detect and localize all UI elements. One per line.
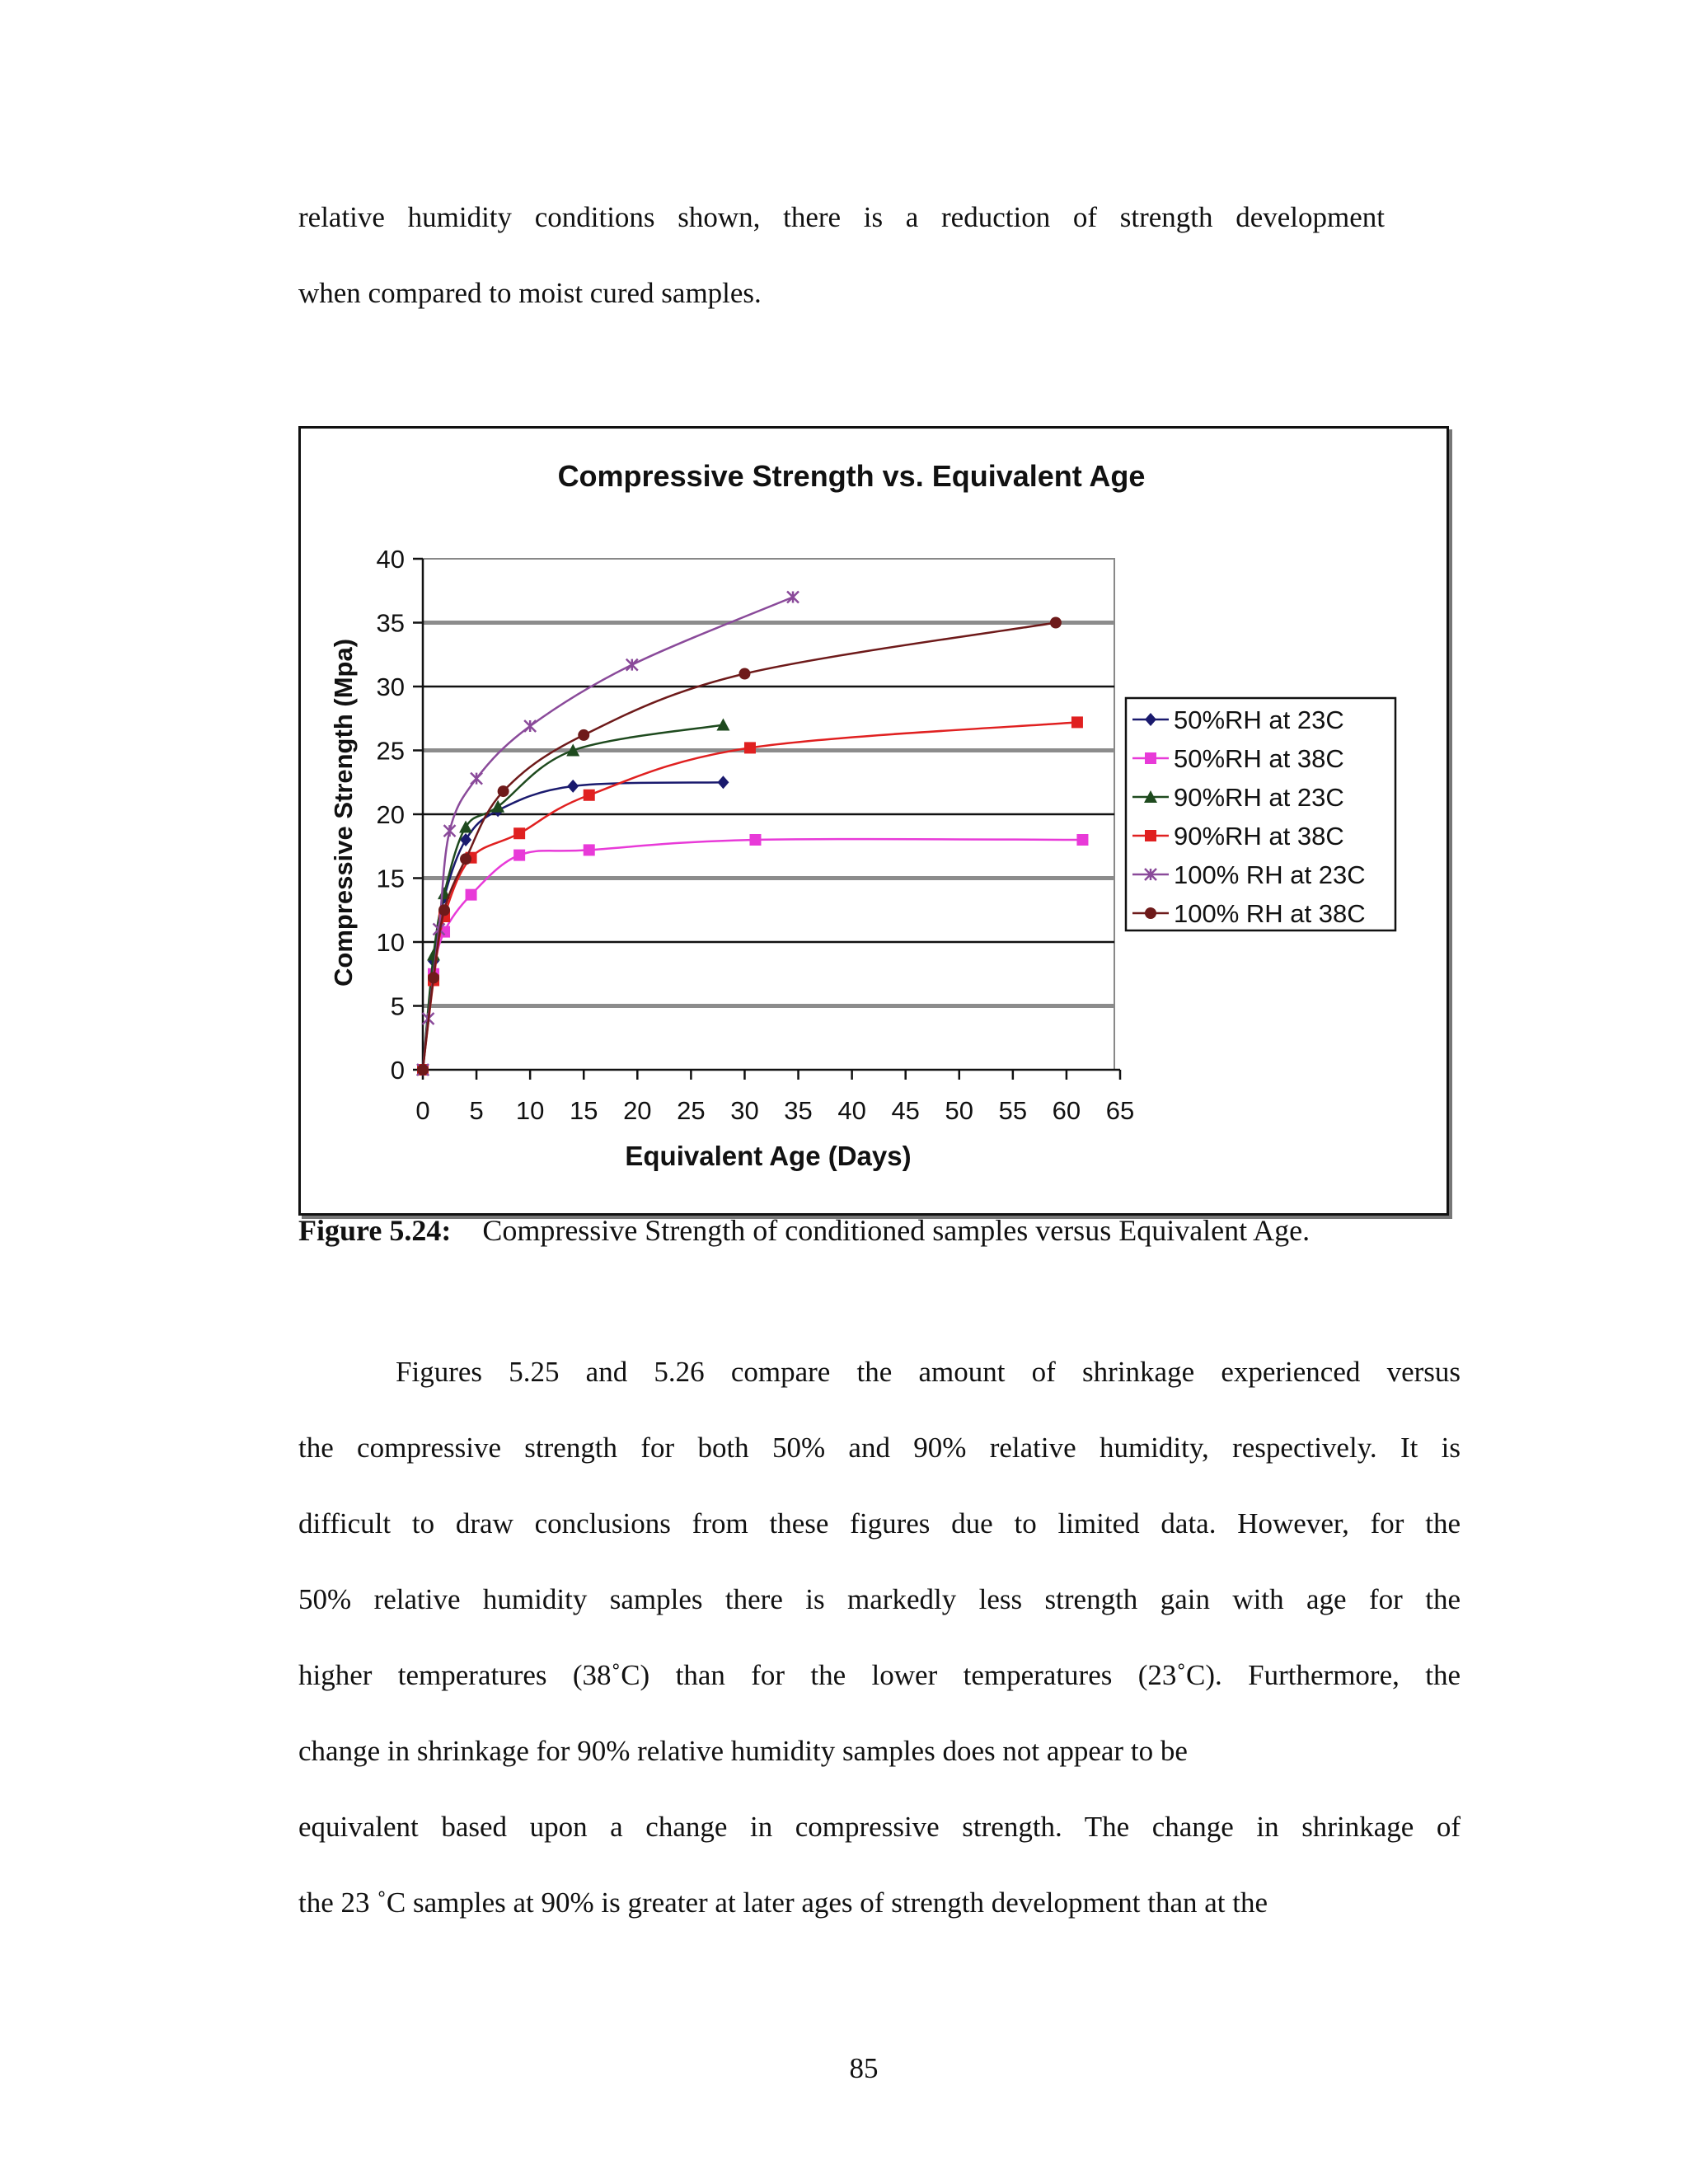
x-tick-label: 15 bbox=[569, 1096, 598, 1125]
text-line: Figures 5.25 and 5.26 compare the amount of shrinkage experienced versus bbox=[396, 1356, 1461, 1388]
x-tick-label: 60 bbox=[1052, 1096, 1081, 1125]
data-point bbox=[438, 904, 450, 916]
text-line: change in shrinkage for 90% relative humidity samples does not appear to be bbox=[298, 1735, 1188, 1767]
legend-label: 100% RH at 38C bbox=[1174, 899, 1366, 928]
x-tick-label: 35 bbox=[784, 1096, 813, 1125]
y-tick-label: 10 bbox=[376, 928, 405, 957]
top-paragraph bbox=[298, 180, 1461, 331]
legend bbox=[1126, 698, 1395, 930]
text-line: higher temperatures (38˚C) than for the lower temperatures (23˚C). Furthermore, the bbox=[298, 1659, 1461, 1691]
x-tick-label: 50 bbox=[945, 1096, 974, 1125]
figure-caption-label: Figure 5.24: bbox=[298, 1214, 452, 1247]
text-line: equivalent based upon a change in compressive strength. The change in shrinkage of bbox=[298, 1811, 1461, 1843]
legend-label: 100% RH at 23C bbox=[1174, 860, 1366, 889]
x-tick-label: 30 bbox=[730, 1096, 759, 1125]
data-point bbox=[428, 972, 439, 983]
legend-label: 90%RH at 23C bbox=[1174, 783, 1344, 812]
text-line: difficult to draw conclusions from these figures due to limited data. However, for the bbox=[298, 1507, 1461, 1540]
data-point bbox=[460, 853, 471, 865]
figure-caption-text: Compressive Strength of conditioned samples versus Equivalent Age. bbox=[482, 1214, 1311, 1247]
data-point bbox=[1050, 617, 1062, 629]
data-point bbox=[738, 668, 750, 680]
y-tick-label: 30 bbox=[376, 673, 405, 701]
x-tick-label: 55 bbox=[998, 1096, 1028, 1125]
y-tick-label: 15 bbox=[376, 864, 405, 893]
text-line: when compared to moist cured samples. bbox=[298, 277, 762, 309]
data-point bbox=[417, 1064, 429, 1076]
x-tick-label: 0 bbox=[415, 1096, 430, 1125]
body-paragraph bbox=[298, 1334, 1461, 1941]
x-tick-label: 20 bbox=[623, 1096, 652, 1125]
figure-caption bbox=[298, 1213, 1310, 1248]
text-line: the 23 ˚C samples at 90% is greater at later ages of strength development than at the bbox=[298, 1886, 1268, 1919]
text-line: relative humidity conditions shown, there is a reduction of strength development bbox=[298, 201, 1385, 233]
data-point bbox=[744, 742, 756, 753]
data-point bbox=[584, 844, 595, 855]
strength-chart bbox=[301, 429, 1447, 1213]
page-number: 85 bbox=[849, 2052, 879, 2084]
x-tick-label: 5 bbox=[469, 1096, 484, 1125]
x-tick-label: 10 bbox=[515, 1096, 545, 1125]
chart-title: Compressive Strength vs. Equivalent Age bbox=[557, 459, 1146, 493]
y-tick-label: 20 bbox=[376, 800, 405, 829]
data-point bbox=[1076, 834, 1088, 846]
legend-marker bbox=[1145, 752, 1156, 764]
legend-label: 90%RH at 38C bbox=[1174, 822, 1344, 851]
x-tick-label: 40 bbox=[837, 1096, 866, 1125]
y-axis-label: Compressive Strength (Mpa) bbox=[329, 638, 358, 987]
y-tick-label: 5 bbox=[390, 991, 405, 1021]
data-point bbox=[1071, 716, 1083, 728]
y-tick-label: 0 bbox=[390, 1056, 405, 1085]
legend-label: 50%RH at 38C bbox=[1174, 744, 1344, 773]
x-axis-label: Equivalent Age (Days) bbox=[625, 1141, 912, 1171]
figure-frame bbox=[298, 426, 1449, 1216]
data-point bbox=[498, 785, 509, 797]
x-tick-label: 45 bbox=[891, 1096, 920, 1125]
x-tick-label: 25 bbox=[677, 1096, 706, 1125]
legend-label: 50%RH at 23C bbox=[1174, 705, 1344, 734]
data-point bbox=[513, 827, 525, 839]
y-tick-label: 40 bbox=[376, 545, 405, 574]
text-line: the compressive strength for both 50% and 90% relative humidity, respectively. It is bbox=[298, 1432, 1461, 1464]
legend-marker bbox=[1145, 830, 1156, 841]
data-point bbox=[749, 834, 761, 846]
x-tick-label: 65 bbox=[1105, 1096, 1135, 1125]
data-point bbox=[513, 850, 525, 861]
y-tick-label: 25 bbox=[376, 736, 405, 766]
data-point bbox=[466, 889, 477, 901]
data-point bbox=[584, 790, 595, 801]
data-point bbox=[578, 729, 589, 741]
legend-marker bbox=[1145, 907, 1156, 919]
text-line: 50% relative humidity samples there is markedly less strength gain with age for the bbox=[298, 1583, 1461, 1615]
y-tick-label: 35 bbox=[376, 608, 405, 638]
